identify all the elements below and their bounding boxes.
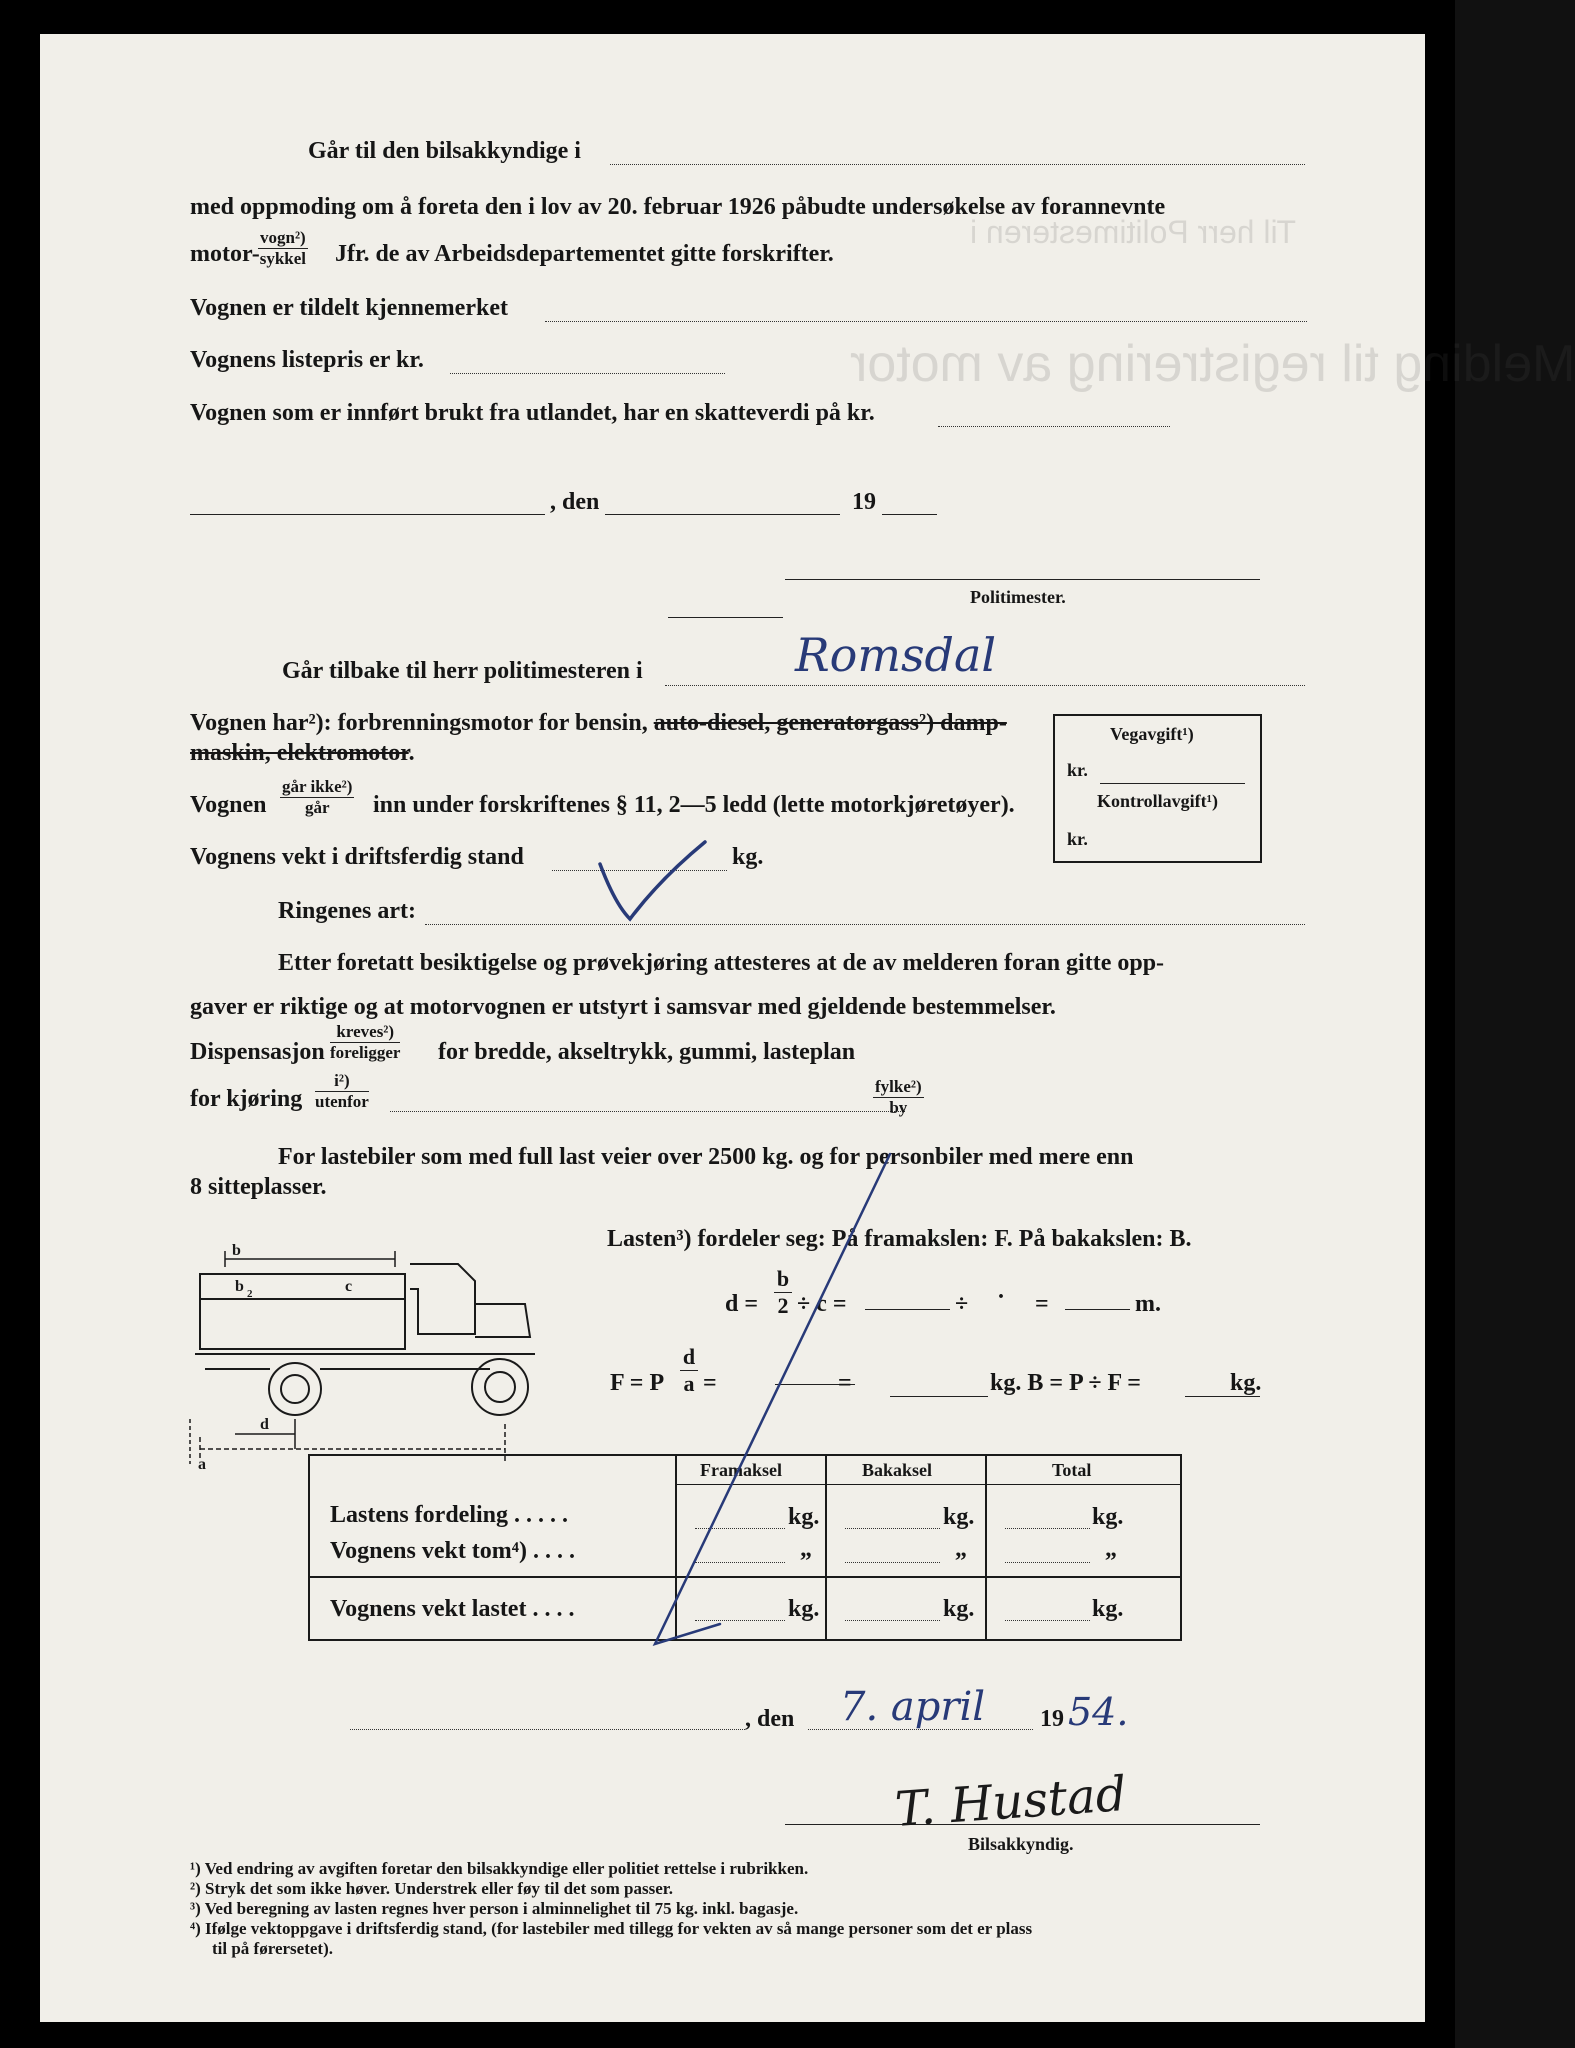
bleed-through-addressee: Til herr Politimesteren i: [970, 214, 1297, 250]
dia-a-label: a: [198, 1456, 206, 1473]
footnote-num: ⁴): [190, 1919, 201, 1938]
expert-date-hand: 7. april: [840, 1684, 986, 1730]
d-unit: m.: [1135, 1291, 1161, 1317]
to-expert-label: Går til den bilsakkyndige i: [308, 138, 581, 164]
disp-suffix: for bredde, akseltrykk, gummi, lasteplan: [438, 1039, 856, 1065]
a-den: a: [683, 1371, 695, 1396]
d-num: d: [680, 1344, 698, 1371]
cell-unit: „: [1105, 1536, 1117, 1562]
goes-suffix: inn under forskriftenes § 11, 2—5 ledd (lette motorkjøretøyer).: [373, 792, 1015, 818]
listprice-label: Vognens listepris er kr.: [190, 347, 424, 373]
kg-end: kg.: [1230, 1370, 1262, 1396]
engine-struck-2: maskin, elektromotor: [190, 740, 409, 766]
cell-unit: „: [955, 1536, 967, 1562]
expert-year-hand: 54.: [1068, 1690, 1129, 1734]
F-eq-2: =: [838, 1370, 852, 1396]
cell-unit: kg.: [1092, 1504, 1124, 1530]
control-fee-label: Kontrollavgift¹): [1097, 791, 1219, 811]
motor-den: sykkel: [259, 249, 306, 268]
drive-den: utenfor: [315, 1092, 369, 1111]
footnote-4-cont: [212, 1939, 333, 1959]
footnote-4: [190, 1919, 1032, 1939]
import-label: Vognen som er innført brukt fra utlandet, har en skatteverdi på kr.: [190, 400, 875, 426]
weight-label: Vognens vekt i driftsferdig stand: [190, 844, 524, 870]
engine-struck: auto-diesel, generatorgass²) damp-: [653, 710, 1007, 736]
b-den: 2: [777, 1293, 789, 1318]
footnote-num: ¹): [190, 1859, 201, 1878]
county-den: by: [889, 1098, 908, 1117]
footnote-text: Ved beregning av lasten regnes hver person i alminnelighet til 75 kg. inkl. bagasje.: [204, 1899, 799, 1918]
footnote-2: [190, 1879, 673, 1899]
expert-year-prefix: 19: [1040, 1706, 1064, 1732]
bleed-through-title: Melding til registrering av motor: [850, 335, 1575, 393]
disp-den: foreligger: [330, 1043, 401, 1062]
disp-num: kreves²): [330, 1022, 400, 1043]
footnote-3: [190, 1899, 798, 1919]
rings-label: Ringenes art:: [278, 898, 416, 924]
pen-marks: [40, 34, 1425, 2022]
pen-stroke: [655, 1154, 890, 1644]
attest-line-1: Etter foretatt besiktigelse og prøvekjøring attesteres at de av melderen foran gitte opp-: [278, 950, 1165, 976]
control-fee-kr: kr.: [1067, 829, 1088, 849]
footnote-1: [190, 1859, 808, 1879]
regulations-text: Jfr. de av Arbeidsdepartementet gitte forskrifter.: [335, 241, 834, 267]
row-label: Vognens vekt tom⁴) . . . .: [330, 1538, 575, 1564]
row-label: Lastens fordeling . . . . .: [330, 1502, 569, 1528]
kg-B: kg. B = P ÷ F =: [990, 1370, 1141, 1396]
dia-b-label: b: [232, 1242, 241, 1259]
load-intro: Lasten³) fordeler seg: På framakslen: F. På bakakslen: B.: [607, 1226, 1192, 1252]
road-fee-kr: kr.: [1067, 760, 1088, 780]
paper-sheet: [40, 34, 1575, 2022]
police-signer: Politimester.: [970, 587, 1066, 607]
goes-num: går ikke²): [282, 777, 353, 796]
expert-den: , den: [745, 1706, 795, 1732]
row-label: Vognens vekt lastet . . . .: [330, 1596, 575, 1622]
goes-den: går: [304, 798, 330, 817]
footnote-text: Ved endring av avgiften foretar den bilsakkyndige eller politiet rettelse i rubrikken.: [204, 1859, 809, 1878]
expert-signature: T. Hustad: [893, 1765, 1129, 1839]
footnote-text: Ifølge vektoppgave i driftsferdig stand, (for lastebiler med tillegg for vekten av så mange personer som det er plass: [205, 1919, 1033, 1938]
footnote-text: Stryk det som ikke høver. Understrek eller føy til det som passer.: [205, 1879, 673, 1898]
cell-unit: kg.: [788, 1504, 820, 1530]
dia-c-label: c: [345, 1278, 353, 1295]
back-label: Går tilbake til herr politimesteren i: [282, 658, 643, 684]
drive-label: for kjøring: [190, 1086, 303, 1112]
police-year: 19: [852, 489, 876, 515]
cell-unit: kg.: [943, 1504, 975, 1530]
motor-prefix: motor-: [190, 241, 260, 267]
d-div: ÷: [955, 1291, 969, 1317]
cell-unit: „: [800, 1536, 812, 1562]
d-eq: =: [1035, 1291, 1049, 1317]
expert-signer: Bilsakkyndig.: [968, 1834, 1074, 1854]
request-line: med oppmoding om å foreta den i lov av 20. februar 1926 påbudte undersøkelse av forannevnte: [190, 194, 1166, 220]
disp-label: Dispensasjon: [190, 1039, 325, 1065]
road-fee-label: Vegavgift¹): [1110, 724, 1194, 744]
b-num: b: [774, 1266, 792, 1293]
goes-prefix: Vognen: [190, 792, 267, 818]
F-eq: =: [703, 1370, 717, 1396]
dia-d-label: d: [260, 1416, 269, 1433]
minus-c: ÷ c =: [797, 1291, 847, 1317]
cell-unit: kg.: [788, 1596, 820, 1622]
d-lhs: d =: [725, 1291, 759, 1317]
county-num: fylke²): [875, 1077, 922, 1096]
check-mark: [600, 842, 705, 919]
cell-unit: kg.: [1092, 1596, 1124, 1622]
attest-line-2: gaver er riktige og at motorvognen er utstyrt i samsvar med gjeldende bestemmelser.: [190, 994, 1056, 1020]
footnote-num: ²): [190, 1879, 201, 1898]
footnote-text: til på førersetet).: [212, 1939, 333, 1958]
F-lhs: F = P: [610, 1370, 665, 1396]
drive-num: i²): [315, 1071, 369, 1092]
engine-end: .: [408, 740, 415, 766]
motor-num: vogn²): [260, 228, 306, 247]
engine-prefix: Vognen har²): forbrenningsmotor for bensin,: [190, 710, 648, 736]
col-total: Total: [1052, 1460, 1092, 1480]
col-front-axle: Framaksel: [700, 1460, 782, 1480]
cell-unit: kg.: [943, 1596, 975, 1622]
dia-b2-sub: 2: [247, 1288, 253, 1300]
col-rear-axle: Bakaksel: [862, 1460, 933, 1480]
truck-line-1: For lastebiler som med full last veier over 2500 kg. og for personbiler med mere enn: [278, 1144, 1134, 1170]
footnote-num: ³): [190, 1899, 201, 1918]
truck-line-2: 8 sitteplasser.: [190, 1174, 327, 1200]
police-den: , den: [550, 489, 600, 515]
d-dot: ·: [997, 1284, 1006, 1310]
weight-unit: kg.: [732, 844, 764, 870]
plate-label: Vognen er tildelt kjennemerket: [190, 295, 508, 321]
dia-b2-label: b: [235, 1278, 244, 1295]
back-place-hand: Romsdal: [795, 628, 997, 682]
